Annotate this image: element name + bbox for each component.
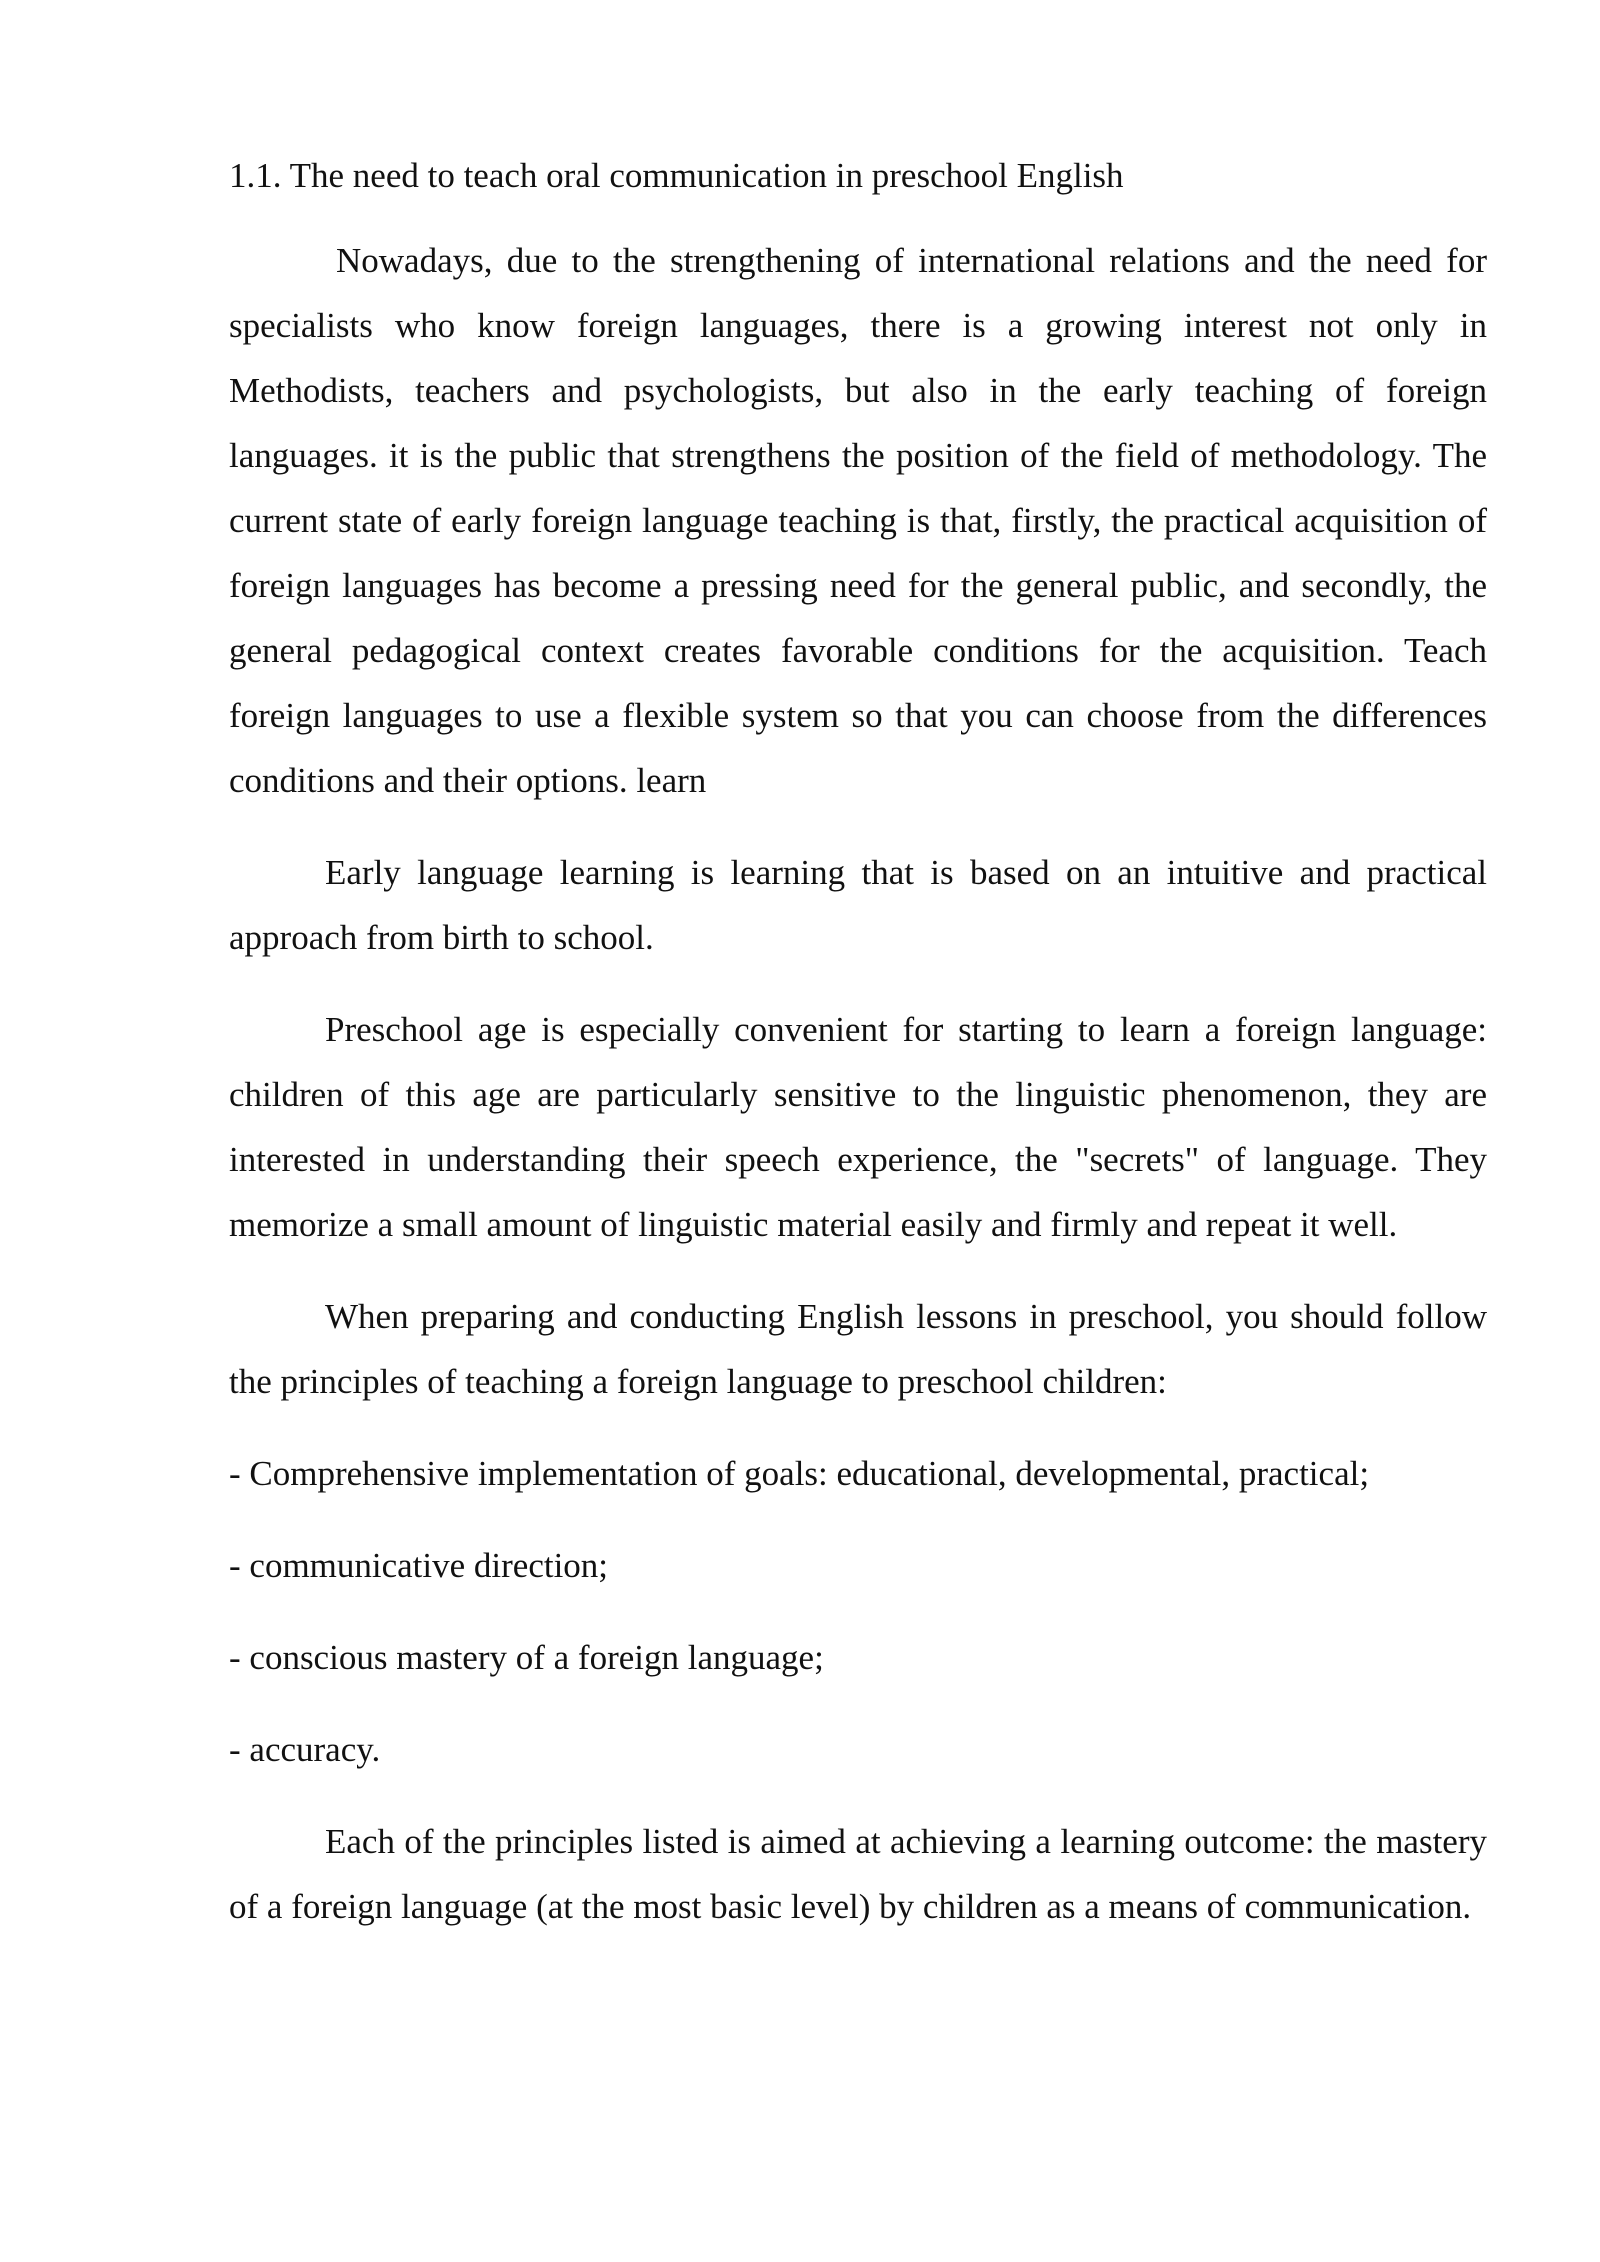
document-page <box>229 150 1487 1966</box>
principles-list <box>229 1441 1487 1782</box>
paragraph-preschool-age: Preschool age is especially convenient for starting to learn a foreign language: children of this age are particularly sensitive to the linguistic phenomenon, they are interested in understanding their speech experience, the "secrets" of language. They memorize a small amount of linguistic material easily and firmly and repeat it well. <box>229 1010 1487 1244</box>
list-item: - Comprehensive implementation of goals: educational, developmental, practical; <box>229 1454 1370 1493</box>
list-item: - accuracy. <box>229 1730 381 1769</box>
paragraph-closing: Each of the principles listed is aimed at achieving a learning outcome: the mastery of a foreign language (at the most basic level) by children as a means of communication. <box>229 1822 1487 1926</box>
paragraph-intro: Nowadays, due to the strengthening of international relations and the need for specialists who know foreign languages, there is a growing interest not only in Methodists, teachers and psychologists, but also in the early teaching of foreign languages. it is the public that strengthens the position of the field of methodology. The current state of early foreign language teaching is that, firstly, the practical acquisition of foreign languages has become a pressing need for the general public, and secondly, the general pedagogical context creates favorable conditions for the acquisition. Teach foreign languages to use a flexible system so that you can choose from the differences conditions and their options. learn <box>229 241 1487 800</box>
paragraph-early-learning: Early language learning is learning that is based on an intuitive and practical approach from birth to school. <box>229 853 1487 957</box>
paragraph-principles-intro: When preparing and conducting English lessons in preschool, you should follow the principles of teaching a foreign language to preschool children: <box>229 1297 1487 1401</box>
list-item: - conscious mastery of a foreign language; <box>229 1638 824 1677</box>
list-item: - communicative direction; <box>229 1546 609 1585</box>
section-heading: 1.1. The need to teach oral communication in preschool English <box>229 156 1124 195</box>
